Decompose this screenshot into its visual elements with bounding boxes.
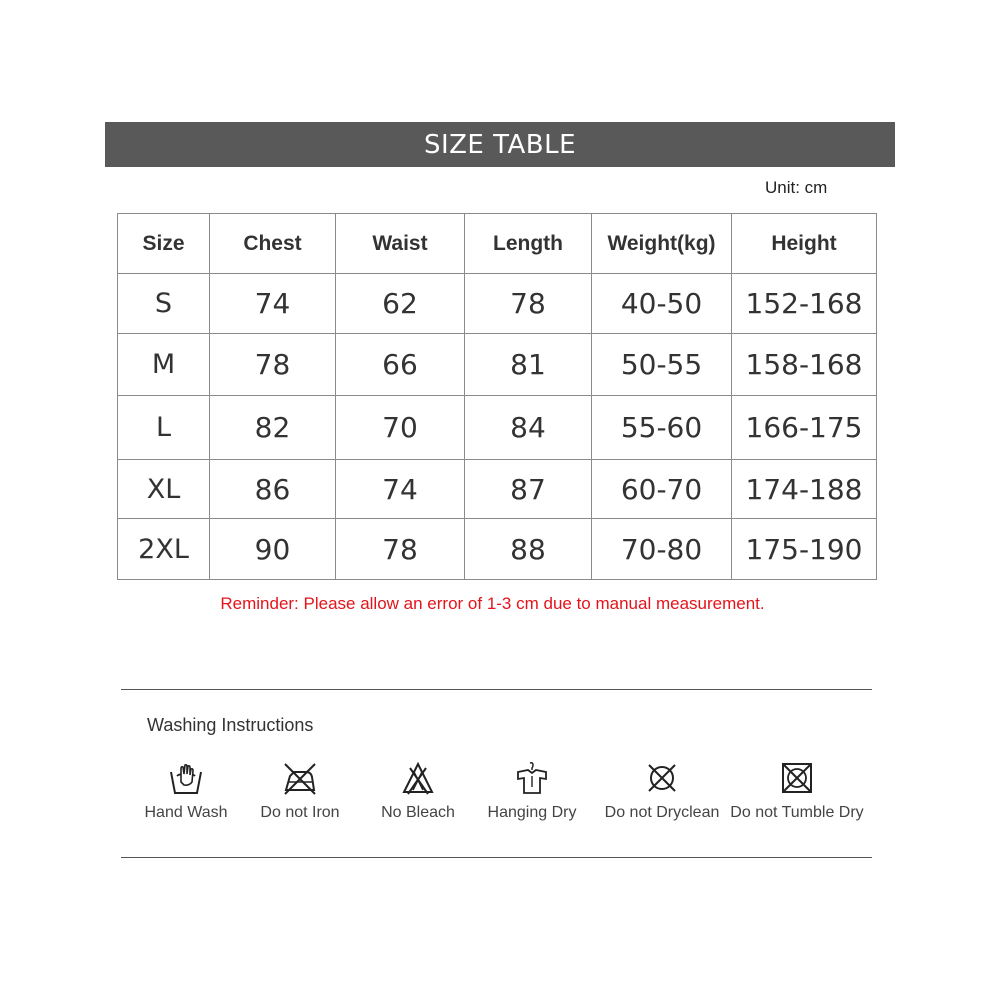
do-not-dryclean-icon xyxy=(644,760,680,796)
header-height: Height xyxy=(732,214,877,274)
weight-cell: 50-55 xyxy=(592,334,732,396)
table-row xyxy=(118,519,877,580)
waist-cell: 74 xyxy=(336,460,465,519)
weight-cell: 70-80 xyxy=(592,519,732,580)
no-bleach-label: No Bleach xyxy=(381,804,455,821)
weight-cell: 40-50 xyxy=(592,274,732,334)
height-cell: 158-168 xyxy=(732,334,877,396)
header-chest: Chest xyxy=(210,214,336,274)
divider-bottom xyxy=(121,857,872,858)
washing-instructions-title: Washing Instructions xyxy=(147,715,314,735)
waist-cell: 70 xyxy=(336,396,465,460)
do-not-iron-icon xyxy=(282,760,318,796)
header-length: Length xyxy=(465,214,592,274)
chest-cell: 74 xyxy=(210,274,336,334)
length-cell: 84 xyxy=(465,396,592,460)
reminder-note: Reminder: Please allow an error of 1-3 cm due to manual measurement. xyxy=(220,594,765,613)
chest-cell: 82 xyxy=(210,396,336,460)
table-row xyxy=(118,274,877,334)
weight-cell: 55-60 xyxy=(592,396,732,460)
chest-cell: 78 xyxy=(210,334,336,396)
waist-cell: 78 xyxy=(336,519,465,580)
do-not-dryclean-label: Do not Dryclean xyxy=(604,804,720,821)
height-cell: 174-188 xyxy=(732,460,877,519)
weight-cell: 60-70 xyxy=(592,460,732,519)
waist-cell: 62 xyxy=(336,274,465,334)
wash-item-do-not-tumble-dry xyxy=(717,760,877,822)
do-not-iron-label: Do not Iron xyxy=(260,804,340,821)
do-not-tumble-dry-label: Do not Tumble Dry xyxy=(730,804,864,821)
chest-cell: 86 xyxy=(210,460,336,519)
height-cell: 152-168 xyxy=(732,274,877,334)
hand-wash-icon xyxy=(168,760,204,796)
size-table xyxy=(117,213,877,580)
size-cell: 2XL xyxy=(118,519,210,580)
table-row xyxy=(118,460,877,519)
height-cell: 175-190 xyxy=(732,519,877,580)
length-cell: 88 xyxy=(465,519,592,580)
do-not-tumble-dry-icon xyxy=(779,760,815,796)
hand-wash-label: Hand Wash xyxy=(144,804,228,821)
table-row xyxy=(118,334,877,396)
length-cell: 81 xyxy=(465,334,592,396)
height-cell: 166-175 xyxy=(732,396,877,460)
header-weight: Weight(kg) xyxy=(592,214,732,274)
size-cell: XL xyxy=(118,460,210,519)
no-bleach-icon xyxy=(400,760,436,796)
hanging-dry-icon xyxy=(514,760,550,796)
divider-top xyxy=(121,689,872,690)
chest-cell: 90 xyxy=(210,519,336,580)
length-cell: 78 xyxy=(465,274,592,334)
unit-label: Unit: cm xyxy=(765,178,828,197)
page-title: SIZE TABLE xyxy=(105,122,895,167)
header-waist: Waist xyxy=(336,214,465,274)
table-row xyxy=(118,396,877,460)
length-cell: 87 xyxy=(465,460,592,519)
header-size: Size xyxy=(118,214,210,274)
waist-cell: 66 xyxy=(336,334,465,396)
size-cell: L xyxy=(118,396,210,460)
size-cell: S xyxy=(118,274,210,334)
size-cell: M xyxy=(118,334,210,396)
table-header-row xyxy=(118,214,877,274)
hanging-dry-label: Hanging Dry xyxy=(487,804,577,821)
